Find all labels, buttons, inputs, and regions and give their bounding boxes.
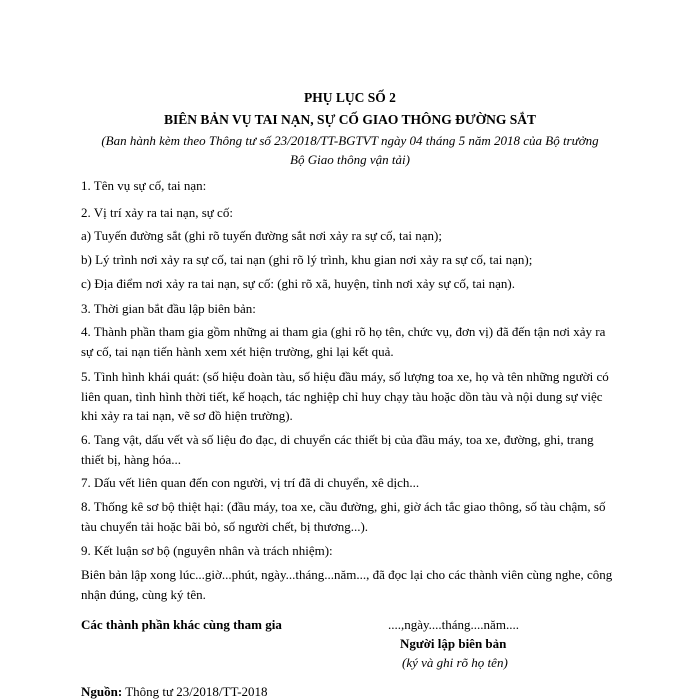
item-1: 1. Tên vụ sự cố, tai nạn: [81,178,207,193]
item-9: 9. Kết luận sơ bộ (nguyên nhân và trách nhiệm): [81,543,333,558]
recorder-note: (ký và ghi rõ họ tên) [402,655,508,670]
appendix-heading: PHỤ LỤC SỐ 2 [304,90,396,105]
source-value: Thông tư 23/2018/TT-2018 [122,684,268,699]
item-3: 3. Thời gian bắt đầu lập biên bản: [81,301,256,316]
item-6: 6. Tang vật, dấu vết và số liệu đo đạc, di chuyển các thiết bị của đầu máy, toa xe, đường, ghi, trang thiết bị, hàng hóa... [81,432,594,467]
document-subtitle-line2: Bộ Giao thông vận tải) [290,152,410,167]
closing-statement: Biên bản lập xong lúc...giờ...phút, ngày...tháng...năm..., đã đọc lại cho các thành viên cùng nghe, công nhận đúng, cùng ký tên. [81,567,613,602]
item-2a: a) Tuyến đường sắt (ghi rõ tuyến đường sắt nơi xảy ra sự cố, tai nạn); [81,228,442,243]
document-title: BIÊN BẢN VỤ TAI NẠN, SỰ CỐ GIAO THÔNG ĐƯỜNG SẮT [164,112,536,127]
source-line [81,684,268,700]
item-2: 2. Vị trí xảy ra tai nạn, sự cố: [81,205,233,220]
document-subtitle-line1: (Ban hành kèm theo Thông tư số 23/2018/TT-BGTVT ngày 04 tháng 5 năm 2018 của Bộ trưởng [101,133,599,148]
item-8: 8. Thống kê sơ bộ thiệt hại: (đầu máy, toa xe, cầu đường, ghi, giờ ách tắc giao thông, số tàu chậm, số tàu chuyển tải hoặc bãi bỏ, số người chết, bị thương...). [81,499,606,534]
source-label: Nguồn: [81,684,123,699]
item-7: 7. Dấu vết liên quan đến con người, vị trí đã di chuyển, xê dịch... [81,475,420,490]
recorder-label: Người lập biên bản [400,636,507,651]
participants-label: Các thành phần khác cùng tham gia [81,617,282,632]
item-2b: b) Lý trình nơi xảy ra sự cố, tai nạn (ghi rõ lý trình, khu gian nơi xảy ra sự cố, tai nạn); [81,252,533,267]
date-line: ....,ngày....tháng....năm.... [388,617,519,632]
item-2c: c) Địa điểm nơi xảy ra tai nạn, sự cố: (ghi rõ xã, huyện, tỉnh nơi xảy sự cố, tai nạn). [81,276,515,291]
item-4: 4. Thành phần tham gia gồm những ai tham gia (ghi rõ họ tên, chức vụ, đơn vị) đã đến tận nơi xảy ra sự cố, tai nạn tiến hành xem xét hiện trường, ghi lại kết quả. [81,324,606,359]
item-5: 5. Tình hình khái quát: (số hiệu đoàn tàu, số hiệu đầu máy, số lượng toa xe, họ và tên những người có liên quan, tình hình thời tiết, kế hoạch, tác nghiệp chỉ huy chạy tàu hoặc dồn tàu và nội dung sự việc khi xảy ra tai nạn, vẽ sơ đồ hiện trường). [81,369,609,423]
